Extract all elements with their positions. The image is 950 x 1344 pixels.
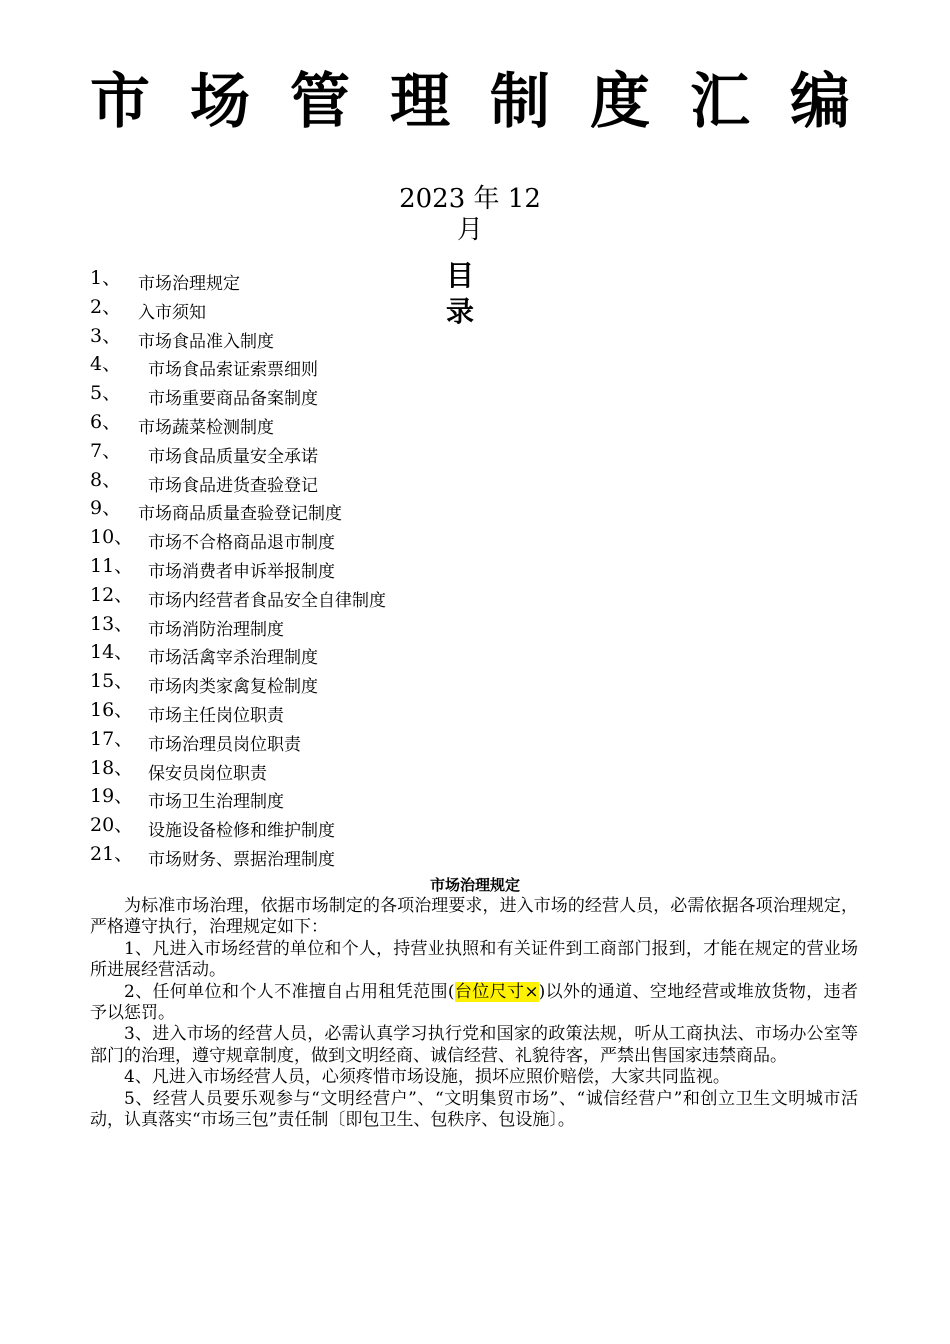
toc-number: 13、	[90, 612, 134, 635]
title-char: 度	[590, 67, 650, 137]
title-char: 编	[790, 67, 850, 137]
toc-number: 17、	[90, 727, 134, 750]
toc-number: 19、	[90, 785, 134, 808]
highlighted-text: 台位尺寸×	[454, 981, 539, 1002]
toc-label: 市场商品质量查验登记制度	[138, 504, 342, 525]
toc-number: 20、	[90, 814, 134, 837]
toc-item[interactable]	[90, 815, 610, 844]
toc-label: 市场食品质量安全承诺	[148, 446, 318, 467]
paragraph-item-1: 1、凡进入市场经营的单位和个人，持营业执照和有关证件到工商部门报到，才能在规定的营业场所进展经营活动。	[90, 938, 858, 981]
title-char: 场	[190, 67, 250, 137]
toc-number: 18、	[90, 756, 134, 779]
toc-number: 12、	[90, 583, 134, 606]
toc-label: 市场食品索证索票细则	[148, 360, 318, 381]
toc-label: 市场治理员岗位职责	[148, 734, 301, 755]
toc-item[interactable]	[90, 383, 610, 412]
toc-item[interactable]	[90, 786, 610, 815]
toc-label: 市场食品准入制度	[138, 331, 274, 352]
toc-item[interactable]	[90, 527, 610, 556]
toc-number: 8、	[90, 468, 122, 491]
toc-label: 入市须知	[138, 302, 206, 323]
toc-item[interactable]	[90, 642, 610, 671]
toc-label: 市场活禽宰杀治理制度	[148, 648, 318, 669]
toc-number: 21、	[90, 842, 134, 865]
toc-number: 10、	[90, 526, 134, 549]
toc-item[interactable]	[90, 441, 610, 470]
toc-item[interactable]	[90, 297, 610, 326]
toc-label: 市场主任岗位职责	[148, 705, 284, 726]
toc-item[interactable]	[90, 326, 610, 355]
title-char: 管	[290, 67, 350, 137]
toc-item[interactable]	[90, 470, 610, 499]
paragraph-item-2	[90, 982, 858, 1025]
toc-number: 15、	[90, 670, 134, 693]
toc-label: 市场内经营者食品安全自律制度	[148, 590, 386, 611]
document-title	[90, 62, 850, 142]
toc-number: 14、	[90, 641, 134, 664]
toc-label: 市场卫生治理制度	[148, 792, 284, 813]
toc-number: 7、	[90, 439, 122, 462]
item-2-text-after: )以外的通道、空地经营或堆放货物，违者予以惩罚。	[90, 981, 858, 1024]
toc-item[interactable]	[90, 498, 610, 527]
toc-label: 市场治理规定	[138, 274, 240, 294]
toc-number: 9、	[90, 497, 122, 520]
toc-number: 1、	[90, 267, 122, 289]
toc-item[interactable]	[90, 758, 610, 787]
toc-label: 市场蔬菜检测制度	[138, 417, 274, 438]
toc-label: 市场肉类家禽复检制度	[148, 677, 318, 698]
toc-item[interactable]	[90, 729, 610, 758]
toc-number: 11、	[90, 554, 134, 577]
toc-label: 设施设备检修和维护制度	[148, 821, 335, 842]
toc-label: 市场食品进货查验登记	[148, 475, 318, 496]
item-2-text-before: 2、任何单位和个人不准擅自占用租凭范围(	[124, 981, 455, 1002]
toc-number: 2、	[90, 295, 122, 318]
toc-item[interactable]	[90, 844, 610, 873]
toc-number: 6、	[90, 410, 122, 433]
title-char: 理	[390, 67, 450, 137]
toc-label: 市场重要商品备案制度	[148, 389, 318, 410]
toc-item[interactable]	[90, 614, 610, 643]
toc-label: 市场财务、票据治理制度	[148, 849, 335, 870]
title-char: 制	[490, 67, 550, 137]
toc-item[interactable]	[90, 412, 610, 441]
title-char: 市	[90, 67, 150, 137]
paragraph-item-4: 4、凡进入市场经营人员，心须疼惜市场设施，损坏应照价赔偿，大家共同监视。	[124, 1067, 730, 1088]
toc-heading: 目 录	[445, 259, 504, 328]
toc-label: 市场消费者申诉举报制度	[148, 561, 335, 582]
toc-item[interactable]	[90, 268, 610, 297]
paragraph-item-3: 3、进入市场的经营人员，必需认真学习执行党和国家的政策法规，听从工商执法、市场办公室等部门的治理，遵守规章制度，做到文明经商、诚信经营、礼貌待客，严禁出售国家违禁商品。	[90, 1024, 858, 1066]
table-of-contents	[90, 268, 610, 873]
section-title: 市场治理规定	[429, 876, 520, 894]
paragraph-intro: 为标准市场治理，依据市场制定的各项治理要求，进入市场的经营人员，必需依据各项治理规定，严格遵守执行，治理规定如下：	[90, 896, 858, 938]
toc-item[interactable]	[90, 585, 610, 614]
toc-label: 市场消防治理制度	[148, 619, 284, 640]
paragraph-item-5: 5、经营人员要乐观参与“文明经营户”、“文明集贸市场”、“诚信经营户”和创立卫生文明城市活动，认真落实“市场三包”责任制〔即包卫生、包秩序、包设施〕。	[90, 1088, 858, 1131]
toc-item[interactable]	[90, 700, 610, 729]
date-month: 月	[456, 215, 483, 245]
toc-number: 16、	[90, 698, 134, 721]
toc-item[interactable]	[90, 354, 610, 383]
toc-label: 市场不合格商品退市制度	[148, 533, 335, 554]
toc-item[interactable]	[90, 671, 610, 700]
title-char: 汇	[690, 67, 750, 137]
toc-number: 3、	[90, 324, 122, 347]
toc-number: 4、	[90, 353, 122, 376]
section-body	[90, 896, 858, 1131]
toc-label: 保安员岗位职责	[148, 763, 267, 784]
date-year-month: 2023 年 12	[399, 184, 541, 214]
toc-number: 5、	[90, 382, 122, 405]
toc-item[interactable]	[90, 556, 610, 585]
